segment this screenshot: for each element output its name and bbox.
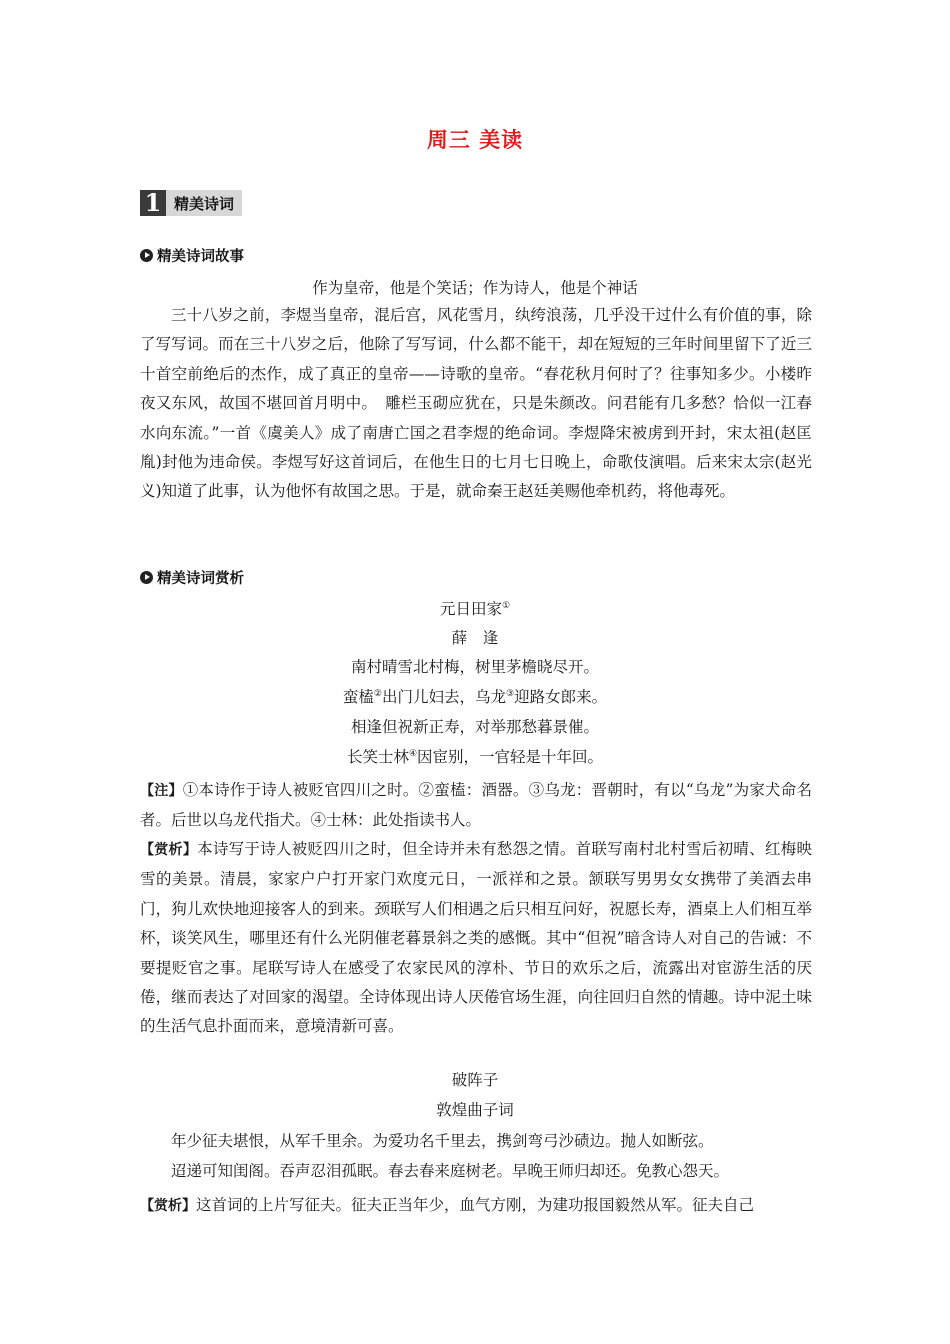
play-circle-icon bbox=[140, 571, 153, 584]
poem1-line bbox=[0, 745, 950, 767]
poem1-line-text: 因宦别，一官轻是十年回。 bbox=[417, 748, 604, 766]
poem1-author: 薛 逢 bbox=[451, 629, 499, 647]
story-subtitle: 作为皇帝，他是个笑话；作为诗人，他是个神话 bbox=[312, 279, 638, 297]
poem1-line-text: 相逢但祝新正寿，对举那愁暮景催。 bbox=[350, 718, 599, 736]
poem1-title-text: 元日田家 bbox=[439, 600, 502, 618]
story-body: 三十八岁之前，李煜当皇帝，混后宫，风花雪月，纨绔浪荡，几乎没干过什么有价值的事，除了写写词。而在三十八岁之后，他除了写写词，什么都不能干，却在短短的三年时间里留下了近三十首空前绝后的杰作，成了真正的皇帝——诗歌的皇帝。“春花秋月何时了？往事知多少。小楼昨夜又东风，故国不堪回首月明中。 雕栏玉砌应犹在，只是朱颜改。问君能有几多愁？恰似一江春水向东流。”一首《虞美人》成了南唐亡国之君李煜的绝命词。李煜降宋被虏到开封，宋太祖(赵匡胤)封他为违命侯。李煜写好这首词后，在他生日的七月七日晚上，命歌伎演唱。后来宋太宗(赵光义)知道了此事，认为他怀有故国之思。于是，就命秦王赵廷美赐他牵机药，将他毒死。 bbox=[140, 306, 812, 501]
poem1-line bbox=[0, 655, 950, 677]
poem2-title: 破阵子 bbox=[451, 1071, 499, 1089]
poem1-line-text: 蛮榼 bbox=[342, 688, 374, 706]
poem1-footnote-mark: ③ bbox=[506, 688, 515, 699]
poem1-title bbox=[0, 597, 950, 619]
poem1-footnote-mark: ④ bbox=[408, 748, 418, 759]
play-circle-icon bbox=[140, 249, 153, 262]
poem1-line bbox=[0, 685, 950, 707]
note-text: ①本诗作于诗人被贬官四川之时。②蛮榼：酒器。③乌龙：晋朝时，有以“乌龙”为家犬命名者。后世以乌龙代指犬。④士林：此处指读书人。 bbox=[140, 781, 813, 830]
note-tag: 【注】 bbox=[140, 783, 183, 799]
poem1-footnote-mark: ② bbox=[373, 688, 382, 699]
appreciation-heading-text: 精美诗词赏析 bbox=[157, 571, 244, 587]
section-header bbox=[140, 190, 242, 216]
story-heading bbox=[140, 245, 244, 266]
poem2-line: 年少征夫堪恨，从军千里余。为爱功名千里去，携剑弯弓沙碛边。抛人如断弦。 bbox=[171, 1132, 714, 1150]
analysis-text: 这首词的上片写征夫。征夫正当年少，血气方刚，为建功报国毅然从军。征夫自己 bbox=[196, 1196, 755, 1214]
poem2-author: 敦煌曲子词 bbox=[436, 1101, 514, 1119]
poem1-line-text: 长笑士林 bbox=[346, 748, 409, 766]
analysis-tag: 【赏析】 bbox=[140, 842, 198, 858]
section-label: 精美诗词 bbox=[166, 190, 242, 216]
poem2-analysis bbox=[140, 1191, 812, 1221]
poem1-line-text: 出门儿妇去，乌龙 bbox=[381, 688, 506, 706]
analysis-tag: 【赏析】 bbox=[140, 1198, 196, 1214]
poem1-line-text: 南村晴雪北村梅，树里茅檐晓尽开。 bbox=[350, 658, 599, 676]
poem2-line: 迢递可知闺阁。吞声忍泪孤眠。春去春来庭树老。早晚王师归却还。免教心怨天。 bbox=[171, 1162, 730, 1180]
poem1-analysis bbox=[140, 835, 812, 1042]
page-title: 周三 美读 bbox=[426, 128, 524, 152]
poem1-line bbox=[0, 715, 950, 737]
poem1-title-note: ① bbox=[501, 600, 511, 611]
appreciation-heading bbox=[140, 567, 244, 588]
poem1-note bbox=[140, 776, 812, 836]
analysis-text: 本诗写于诗人被贬四川之时，但全诗并未有愁怨之情。首联写南村北村雪后初晴、红梅映雪的美景。清晨，家家户户打开家门欢度元日，一派祥和之景。颔联写男男女女携带了美酒去串门，狗儿欢快地迎接客人的到来。颈联写人们相遇之后只相互问好，祝愿长寿，酒桌上人们相互举杯，谈笑风生，哪里还有什么光阴催老暮景斜之类的感慨。其中“但祝”暗含诗人对自己的告诫：不要提贬官之事。尾联写诗人在感受了农家民风的淳朴、节日的欢乐之后，流露出对宦游生活的厌倦，继而表达了对回家的渴望。全诗体现出诗人厌倦官场生涯，向往回归自然的情趣。诗中泥土味的生活气息扑面而来，意境清新可喜。 bbox=[140, 840, 812, 1036]
poem1-line-text: 迎路女郎来。 bbox=[514, 688, 608, 706]
section-number: 1 bbox=[140, 190, 166, 216]
story-heading-text: 精美诗词故事 bbox=[157, 249, 244, 265]
